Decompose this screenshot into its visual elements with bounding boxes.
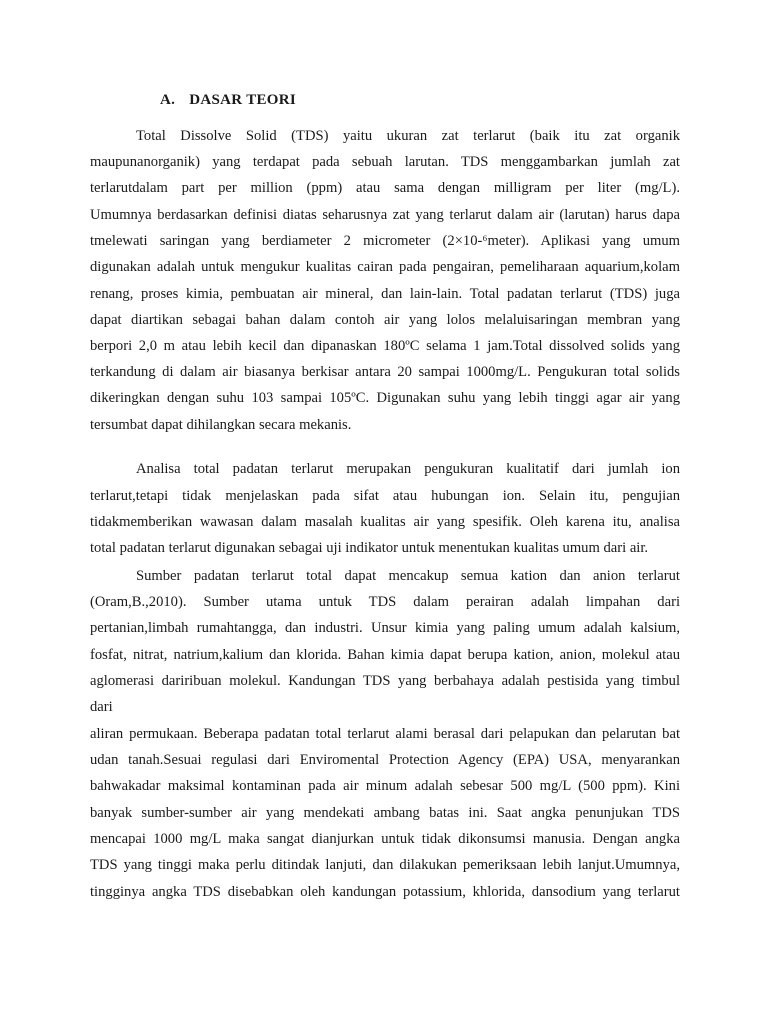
section-title: DASAR TEORI (189, 92, 297, 108)
text-line: dikeringkan dengan suhu 103 sampai 105ºC. Digunakan suhu yang lebih tinggi agar air yang (90, 390, 680, 406)
text-line: maupunanorganik) yang terdapat pada sebuah larutan. TDS menggambarkan jumlah zat (90, 154, 680, 170)
text-line: tmelewati saringan yang berdiameter 2 micrometer (2×10-⁶meter). Aplikasi yang umum (90, 233, 680, 249)
text-line: terlarut,tetapi tidak menjelaskan pada sifat atau hubungan ion. Selain itu, pengujian (90, 488, 680, 504)
text-line: renang, proses kimia, pembuatan air mineral, dan lain-lain. Total padatan terlarut (TDS) juga (90, 286, 680, 302)
text-line: Total Dissolve Solid (TDS) yaitu ukuran zat terlarut (baik itu zat organik (136, 128, 680, 144)
text-line: bahwakadar maksimal kontaminan pada air minum adalah sebesar 500 mg/L (500 ppm). Kini (90, 778, 680, 794)
text-line: berpori 2,0 m atau lebih kecil dan dipanaskan 180ºC selama 1 jam.Total dissolved solids yang (90, 338, 680, 354)
text-line: terlarutdalam part per million (ppm) atau sama dengan milligram per liter (mg/L). (90, 180, 680, 196)
text-line: (Oram,B.,2010). Sumber utama untuk TDS dalam perairan adalah limpahan dari (90, 594, 680, 610)
section-number: A. (160, 92, 176, 108)
text-line: tingginya angka TDS disebabkan oleh kandungan potassium, khlorida, dansodium yang terlarut (90, 884, 680, 900)
text-line: Umumnya berdasarkan definisi diatas seharusnya zat yang terlarut dalam air (larutan) harus dapa (90, 207, 680, 223)
text-line: tersumbat dapat dihilangkan secara mekanis. (90, 417, 352, 433)
text-line: digunakan adalah untuk mengukur kualitas cairan pada pengairan, pemeliharaan aquarium,kolam (90, 259, 680, 275)
text-line: tidakmemberikan wawasan dalam masalah kualitas air yang spesifik. Oleh karena itu, analisa (90, 514, 680, 530)
text-line: aglomerasi dariribuan molekul. Kandungan TDS yang berbahaya adalah pestisida yang timbul (90, 673, 680, 689)
text-line: dari (90, 699, 113, 715)
text-line: pertanian,limbah rumahtangga, dan industri. Unsur kimia yang paling umum adalah kalsium, (90, 620, 680, 636)
text-line: fosfat, nitrat, natrium,kalium dan klorida. Bahan kimia dapat berupa kation, anion, molekul atau (90, 647, 680, 663)
text-line: banyak sumber-sumber air yang mendekati ambang batas ini. Saat angka penunjukan TDS (90, 805, 680, 821)
text-line: aliran permukaan. Beberapa padatan total terlarut alami berasal dari pelapukan dan pelarutan bat (90, 726, 680, 742)
text-line: total padatan terlarut digunakan sebagai uji indikator untuk menentukan kualitas umum dari air. (90, 540, 649, 556)
text-line: Analisa total padatan terlarut merupakan pengukuran kualitatif dari jumlah ion (136, 461, 680, 477)
text-line: udan tanah.Sesuai regulasi dari Enviromental Protection Agency (EPA) USA, menyarankan (90, 752, 680, 768)
section-heading (160, 92, 296, 109)
text-line: dapat diartikan sebagai bahan dalam contoh air yang lolos melaluisaringan membran yang (90, 312, 680, 328)
text-line: TDS yang tinggi maka perlu ditindak lanjuti, dan dilakukan pemeriksaan lebih lanjut.Umumnya, (90, 857, 680, 873)
text-line: Sumber padatan terlarut total dapat mencakup semua kation dan anion terlarut (136, 568, 680, 584)
text-line: mencapai 1000 mg/L maka sangat dianjurkan untuk tidak dikonsumsi manusia. Dengan angka (90, 831, 680, 847)
text-line: terkandung di dalam air biasanya berkisar antara 20 sampai 1000mg/L. Pengukuran total solids (90, 364, 680, 380)
